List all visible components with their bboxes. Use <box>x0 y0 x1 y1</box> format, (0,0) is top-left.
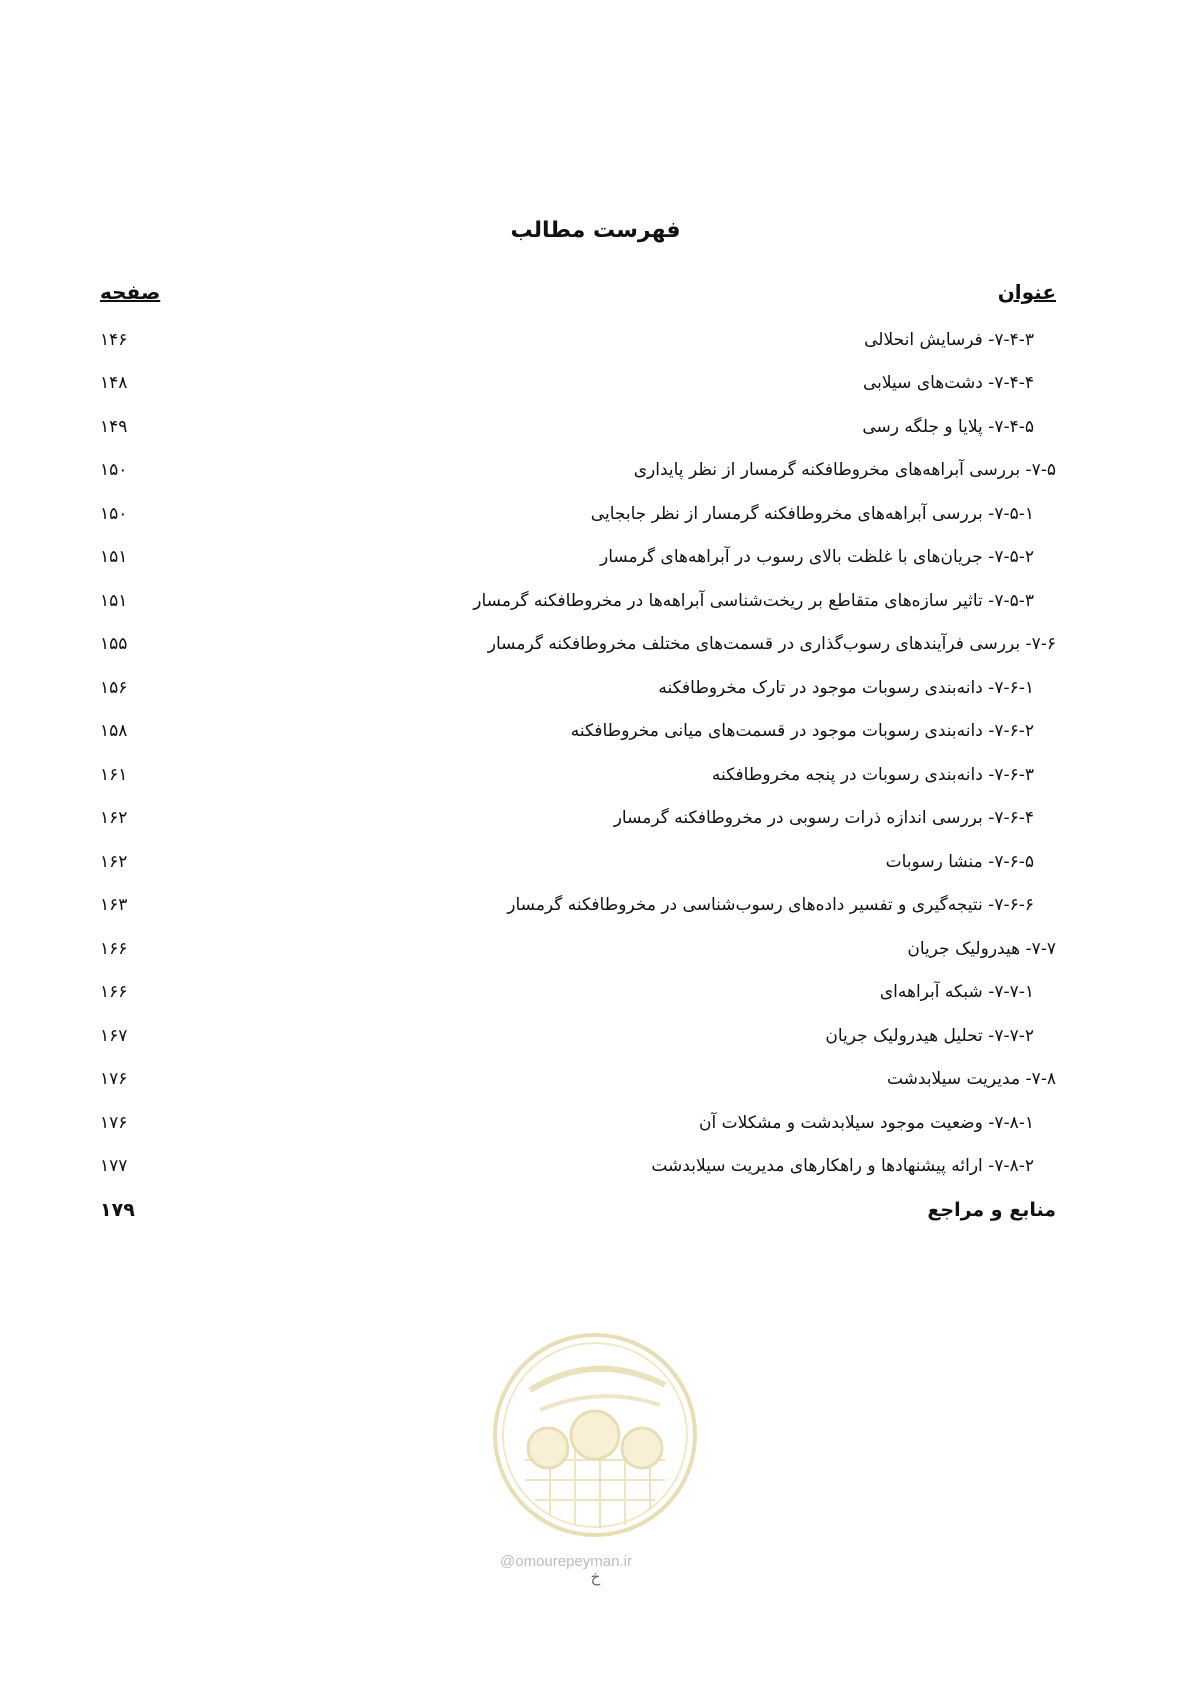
toc-entry <box>100 927 1056 971</box>
toc-entry <box>100 1101 1056 1145</box>
toc-entry <box>100 753 1056 797</box>
toc-entry-page: ۱۷۹ <box>100 1198 135 1221</box>
toc-entry-title: ۷-۴-۵- پلایا و جلگه رسی <box>862 416 1034 437</box>
toc-entry <box>100 971 1056 1015</box>
toc-entry-title: ۷-۴-۳- فرسایش انحلالی <box>864 329 1034 350</box>
toc-entry-page: ۱۶۶ <box>100 938 128 959</box>
toc-entry <box>100 318 1056 362</box>
toc-entry-title: منابع و مراجع <box>927 1198 1056 1221</box>
toc-entry <box>100 492 1056 536</box>
toc-entry <box>100 1145 1056 1189</box>
toc-entry <box>100 840 1056 884</box>
toc-entry <box>100 710 1056 754</box>
toc-entry <box>100 362 1056 406</box>
toc-entry <box>100 797 1056 841</box>
toc-entry <box>100 1014 1056 1058</box>
toc-entry-page: ۱۵۱ <box>100 547 128 568</box>
toc-entry <box>100 1058 1056 1102</box>
toc-entry-title: ۷-۷-۱- شبکه آبراهه‌ای <box>879 982 1034 1003</box>
title-column-header: عنوان <box>997 280 1056 304</box>
toc-entry-page: ۱۶۶ <box>100 982 128 1003</box>
toc-entry-title: ۷-۵- بررسی آبراهه‌های مخروطافکنه گرمسار از نظر پایداری <box>633 460 1056 481</box>
page-title: فهرست مطالب <box>510 218 681 243</box>
toc-entry <box>100 623 1056 667</box>
toc-entry-title: ۷-۸-۱- وضعیت موجود سیلابدشت و مشکلات آن <box>699 1112 1034 1133</box>
toc-entry <box>100 666 1056 710</box>
toc-entry-title: ۷-۵-۲- جریان‌های با غلظت بالای رسوب در آبراهه‌های گرمسار <box>600 547 1034 568</box>
page-column-header: صفحه <box>100 280 161 304</box>
toc-entry-page: ۱۶۱ <box>100 764 128 785</box>
toc-entry-page: ۱۶۲ <box>100 851 128 872</box>
watermark-url: @omourepeyman.ir <box>500 1553 632 1570</box>
toc-entry-page: ۱۵۵ <box>100 634 128 655</box>
watermark-logo-icon <box>490 1330 700 1540</box>
toc-entry-title: ۷-۶-۳- دانه‌بندی رسوبات در پنجه مخروطافکنه <box>711 764 1034 785</box>
toc-entry-page: ۱۴۹ <box>100 416 128 437</box>
toc-entry <box>100 884 1056 928</box>
toc-entry-page: ۱۷۶ <box>100 1069 128 1090</box>
toc-entry <box>100 449 1056 493</box>
toc-entry-title: ۷-۶- بررسی فرآیندهای رسوب‌گذاری در قسمت‌های مختلف مخروطافکنه گرمسار <box>487 634 1056 655</box>
toc-entry-title: ۷-۶-۵- منشا رسوبات <box>885 851 1034 872</box>
toc-entry-page: ۱۵۱ <box>100 590 128 611</box>
toc-entry <box>100 1188 1056 1232</box>
table-of-contents <box>100 318 1056 1232</box>
toc-entry-page: ۱۴۸ <box>100 373 128 394</box>
toc-entry-title: ۷-۶-۴- بررسی اندازه ذرات رسوبی در مخروطافکنه گرمسار <box>613 808 1034 829</box>
toc-entry-page: ۱۵۸ <box>100 721 128 742</box>
toc-entry <box>100 536 1056 580</box>
toc-entry-page: ۱۶۷ <box>100 1025 128 1046</box>
toc-entry-page: ۱۷۷ <box>100 1156 128 1177</box>
toc-entry-title: ۷-۴-۴- دشت‌های سیلابی <box>863 373 1034 394</box>
toc-entry <box>100 579 1056 623</box>
toc-entry-title: ۷-۷-۲- تحلیل هیدرولیک جریان <box>825 1025 1034 1046</box>
toc-entry-page: ۱۵۶ <box>100 677 128 698</box>
toc-entry-page: ۱۶۲ <box>100 808 128 829</box>
toc-entry-title: ۷-۶-۶- نتیجه‌گیری و تفسیر داده‌های رسوب‌شناسی در مخروطافکنه گرمسار <box>507 895 1034 916</box>
toc-entry-title: ۷-۵-۱- بررسی آبراهه‌های مخروطافکنه گرمسار از نظر جابجایی <box>590 503 1034 524</box>
toc-entry-title: ۷-۸- مدیریت سیلابدشت <box>886 1069 1056 1090</box>
toc-entry-page: ۱۵۰ <box>100 503 128 524</box>
toc-entry-title: ۷-۵-۳- تاثیر سازه‌های متقاطع بر ریخت‌شناسی آبراهه‌ها در مخروطافکنه گرمسار <box>473 590 1034 611</box>
toc-entry-title: ۷-۶-۱- دانه‌بندی رسوبات موجود در تارک مخروطافکنه <box>658 677 1034 698</box>
toc-entry-page: ۱۷۶ <box>100 1112 128 1133</box>
toc-entry-title: ۷-۷- هیدرولیک جریان <box>907 938 1056 959</box>
toc-entry <box>100 405 1056 449</box>
toc-entry-title: ۷-۸-۲- ارائه پیشنهادها و راهکارهای مدیریت سیلابدشت <box>651 1156 1034 1177</box>
toc-entry-page: ۱۵۰ <box>100 460 128 481</box>
toc-entry-title: ۷-۶-۲- دانه‌بندی رسوبات موجود در قسمت‌های میانی مخروطافکنه <box>570 721 1034 742</box>
page-number: خ <box>590 1568 601 1586</box>
toc-entry-page: ۱۴۶ <box>100 329 128 350</box>
toc-entry-page: ۱۶۳ <box>100 895 128 916</box>
